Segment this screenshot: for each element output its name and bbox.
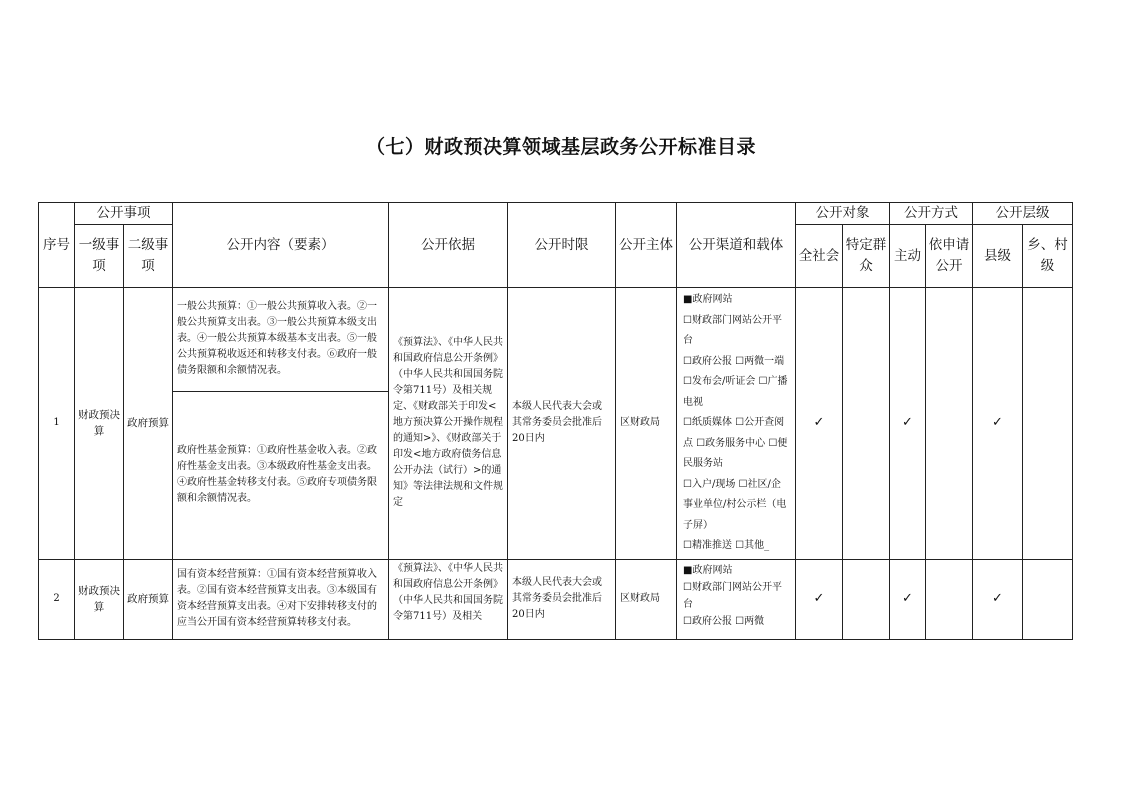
row-channel: ■政府网站 ☐财政部门网站公开平台 ☐政府公报 ☐两微: [677, 559, 796, 639]
header-level-county: 县级: [973, 225, 1023, 288]
row-method-active-check: ✓: [890, 559, 926, 639]
catalog-table: [38, 202, 1073, 640]
row-time-limit: 本级人民代表大会或其常务委员会批准后20日内: [508, 288, 616, 560]
row-method-request-check: [926, 288, 973, 560]
header-channel: 公开渠道和载体: [677, 203, 796, 288]
row-target-specific-check: [843, 559, 890, 639]
header-matter: 公开事项: [75, 203, 173, 225]
row-channel: ■政府网站 ☐财政部门网站公开平台 ☐政府公报 ☐两微一端☐发布会/听证会 ☐广播电视 ☐纸质媒体 ☐公开查阅点 ☐政务服务中心 ☐便民服务站 ☐入户/现场 ☐社区/企事业单位/村公示栏（电子屏） ☐精准推送 ☐其他_: [677, 288, 796, 560]
row-level-town-check: [1023, 288, 1073, 560]
row-target-all-check: ✓: [796, 288, 843, 560]
header-level2: 二级事项: [124, 225, 173, 288]
header-level-town: 乡、村级: [1023, 225, 1073, 288]
row-level-town-check: [1023, 559, 1073, 639]
row-seq: 2: [39, 559, 75, 639]
row-content-fund-budget: 政府性基金预算：①政府性基金收入表。②政府性基金支出表。③本级政府性基金支出表。④政府性基金转移支付表。⑤政府专项债务限额和余额情况表。: [173, 391, 389, 559]
header-time-limit: 公开时限: [508, 203, 616, 288]
header-level1: 一级事项: [75, 225, 124, 288]
row-level-county-check: ✓: [973, 288, 1023, 560]
row-level2: 政府预算: [124, 288, 173, 560]
row-content-state-capital-budget: 国有资本经营预算：①国有资本经营预算收入表。②国有资本经营预算支出表。③本级国有资本经营预算支出表。④对下安排转移支付的应当公开国有资本经营预算转移支付表。: [173, 559, 389, 639]
row-level1: 财政预决算: [75, 559, 124, 639]
row-content-general-budget: 一般公共预算：①一般公共预算收入表。②一般公共预算支出表。③一般公共预算本级支出表。④一般公共预算本级基本支出表。⑤一般公共预算税收返还和转移支付表。⑥政府一般债务限额和余额情况表。: [173, 288, 389, 392]
header-basis: 公开依据: [389, 203, 508, 288]
row-subject: 区财政局: [616, 288, 677, 560]
header-target: 公开对象: [796, 203, 890, 225]
header-method: 公开方式: [890, 203, 973, 225]
row-seq: 1: [39, 288, 75, 560]
row-method-request-check: [926, 559, 973, 639]
header-target-specific: 特定群众: [843, 225, 890, 288]
header-subject: 公开主体: [616, 203, 677, 288]
row-subject: 区财政局: [616, 559, 677, 639]
row-level1: 财政预决算: [75, 288, 124, 560]
row-target-specific-check: [843, 288, 890, 560]
row-level-county-check: ✓: [973, 559, 1023, 639]
table-row: [39, 288, 1073, 392]
row-level2: 政府预算: [124, 559, 173, 639]
header-content: 公开内容（要素）: [173, 203, 389, 288]
header-seq: 序号: [39, 203, 75, 288]
header-target-all: 全社会: [796, 225, 843, 288]
row-basis: 《预算法》、《中华人民共和国政府信息公开条例》（中华人民共和国国务院令第711号）及相关: [389, 559, 508, 639]
row-time-limit: 本级人民代表大会或其常务委员会批准后20日内: [508, 559, 616, 639]
row-basis: 《预算法》、《中华人民共和国政府信息公开条例》（中华人民共和国国务院令第711号）及相关规定、《财政部关于印发<地方预决算公开操作规程的通知>》、《财政部关于印发<地方政府债务信息公开办法（试行）>的通知》等法律法规和文件规定: [389, 288, 508, 560]
row-method-active-check: ✓: [890, 288, 926, 560]
page-title: （七）财政预决算领域基层政务公开标准目录: [365, 136, 756, 158]
header-method-request: 依申请公开: [926, 225, 973, 288]
table-row: [39, 559, 1073, 639]
header-method-active: 主动: [890, 225, 926, 288]
row-target-all-check: ✓: [796, 559, 843, 639]
header-level: 公开层级: [973, 203, 1073, 225]
